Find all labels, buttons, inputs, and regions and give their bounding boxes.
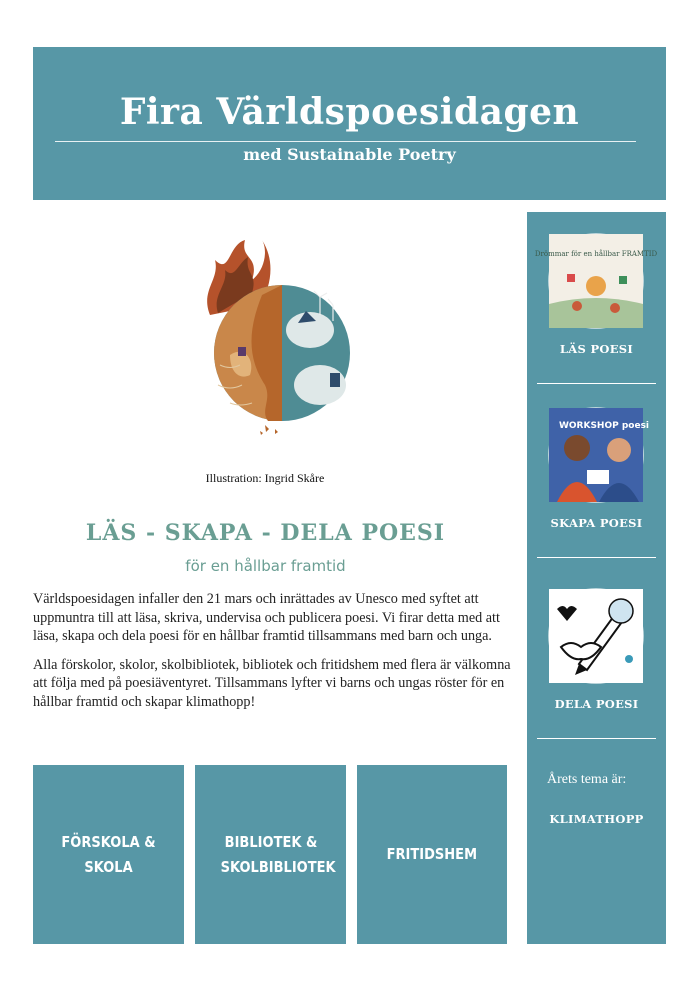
sidebar-item-skapa-poesi[interactable]: SKAPA POESI — [550, 516, 643, 530]
tile-fritidshem[interactable] — [357, 765, 507, 944]
las-poesi-image[interactable] — [534, 234, 658, 328]
sidebar-divider — [537, 383, 656, 384]
hero-illustration — [190, 235, 360, 435]
illustration-caption: Illustration: Ingrid Skåre — [205, 471, 325, 485]
header-banner — [33, 47, 666, 200]
earth-illustration-icon — [190, 235, 360, 435]
page-subtitle: med Sustainable Poetry — [243, 145, 456, 164]
cover-text: Drömmar för en hållbar FRAMTID — [534, 250, 658, 258]
main-subtagline: för en hållbar framtid — [185, 557, 346, 575]
intro-text — [33, 590, 513, 721]
sidebar-divider — [537, 738, 656, 739]
theme-label: Årets tema är: — [547, 772, 627, 787]
sidebar — [527, 212, 666, 944]
sidebar-divider — [537, 557, 656, 558]
theme-value: KLIMATHOPP — [549, 812, 644, 826]
header-divider — [55, 141, 636, 142]
tile-label: BIBLIOTEK & SKOLBIBLIOTEK — [220, 832, 336, 876]
sidebar-item-las-poesi[interactable]: LÄS POESI — [559, 342, 634, 356]
main-tagline: LÄS - SKAPA - DELA POESI — [85, 520, 446, 546]
intro-paragraph: Världspoesidagen infaller den 21 mars och inrättades av Unesco med syftet att uppmuntra till att läsa, skriva, undervisa och publicera poesi. Vi firar detta med att läsa, skapa och dela poesi för en hållbar framtid tillsammans med barn och unga. — [33, 591, 500, 644]
intro-paragraph: Alla förskolor, skolor, skolbibliotek, bibliotek och fritidshem med flera är välkomna att följa med på poesiäventyret. Tillsammans lyfter vi barns och ungas röster för en hållbar framtid och skapar klimathopp! — [33, 656, 511, 710]
page-title: Fira Världspoesidagen — [119, 91, 580, 133]
skapa-poesi-image[interactable] — [549, 408, 650, 502]
pen-lips-icon — [549, 589, 643, 683]
workshop-icon — [549, 408, 650, 502]
tile-bibliotek-skolbibliotek[interactable] — [195, 765, 346, 944]
tile-label: FÖRSKOLA & SKOLA — [61, 832, 156, 876]
book-cover-icon — [534, 234, 658, 328]
tile-label: FRITIDSHEM — [386, 845, 478, 863]
tile-forskola-skola[interactable] — [33, 765, 184, 944]
workshop-text: WORKSHOP poesi — [558, 421, 650, 431]
sidebar-item-dela-poesi[interactable]: DELA POESI — [554, 697, 639, 711]
dela-poesi-image[interactable] — [549, 589, 643, 683]
